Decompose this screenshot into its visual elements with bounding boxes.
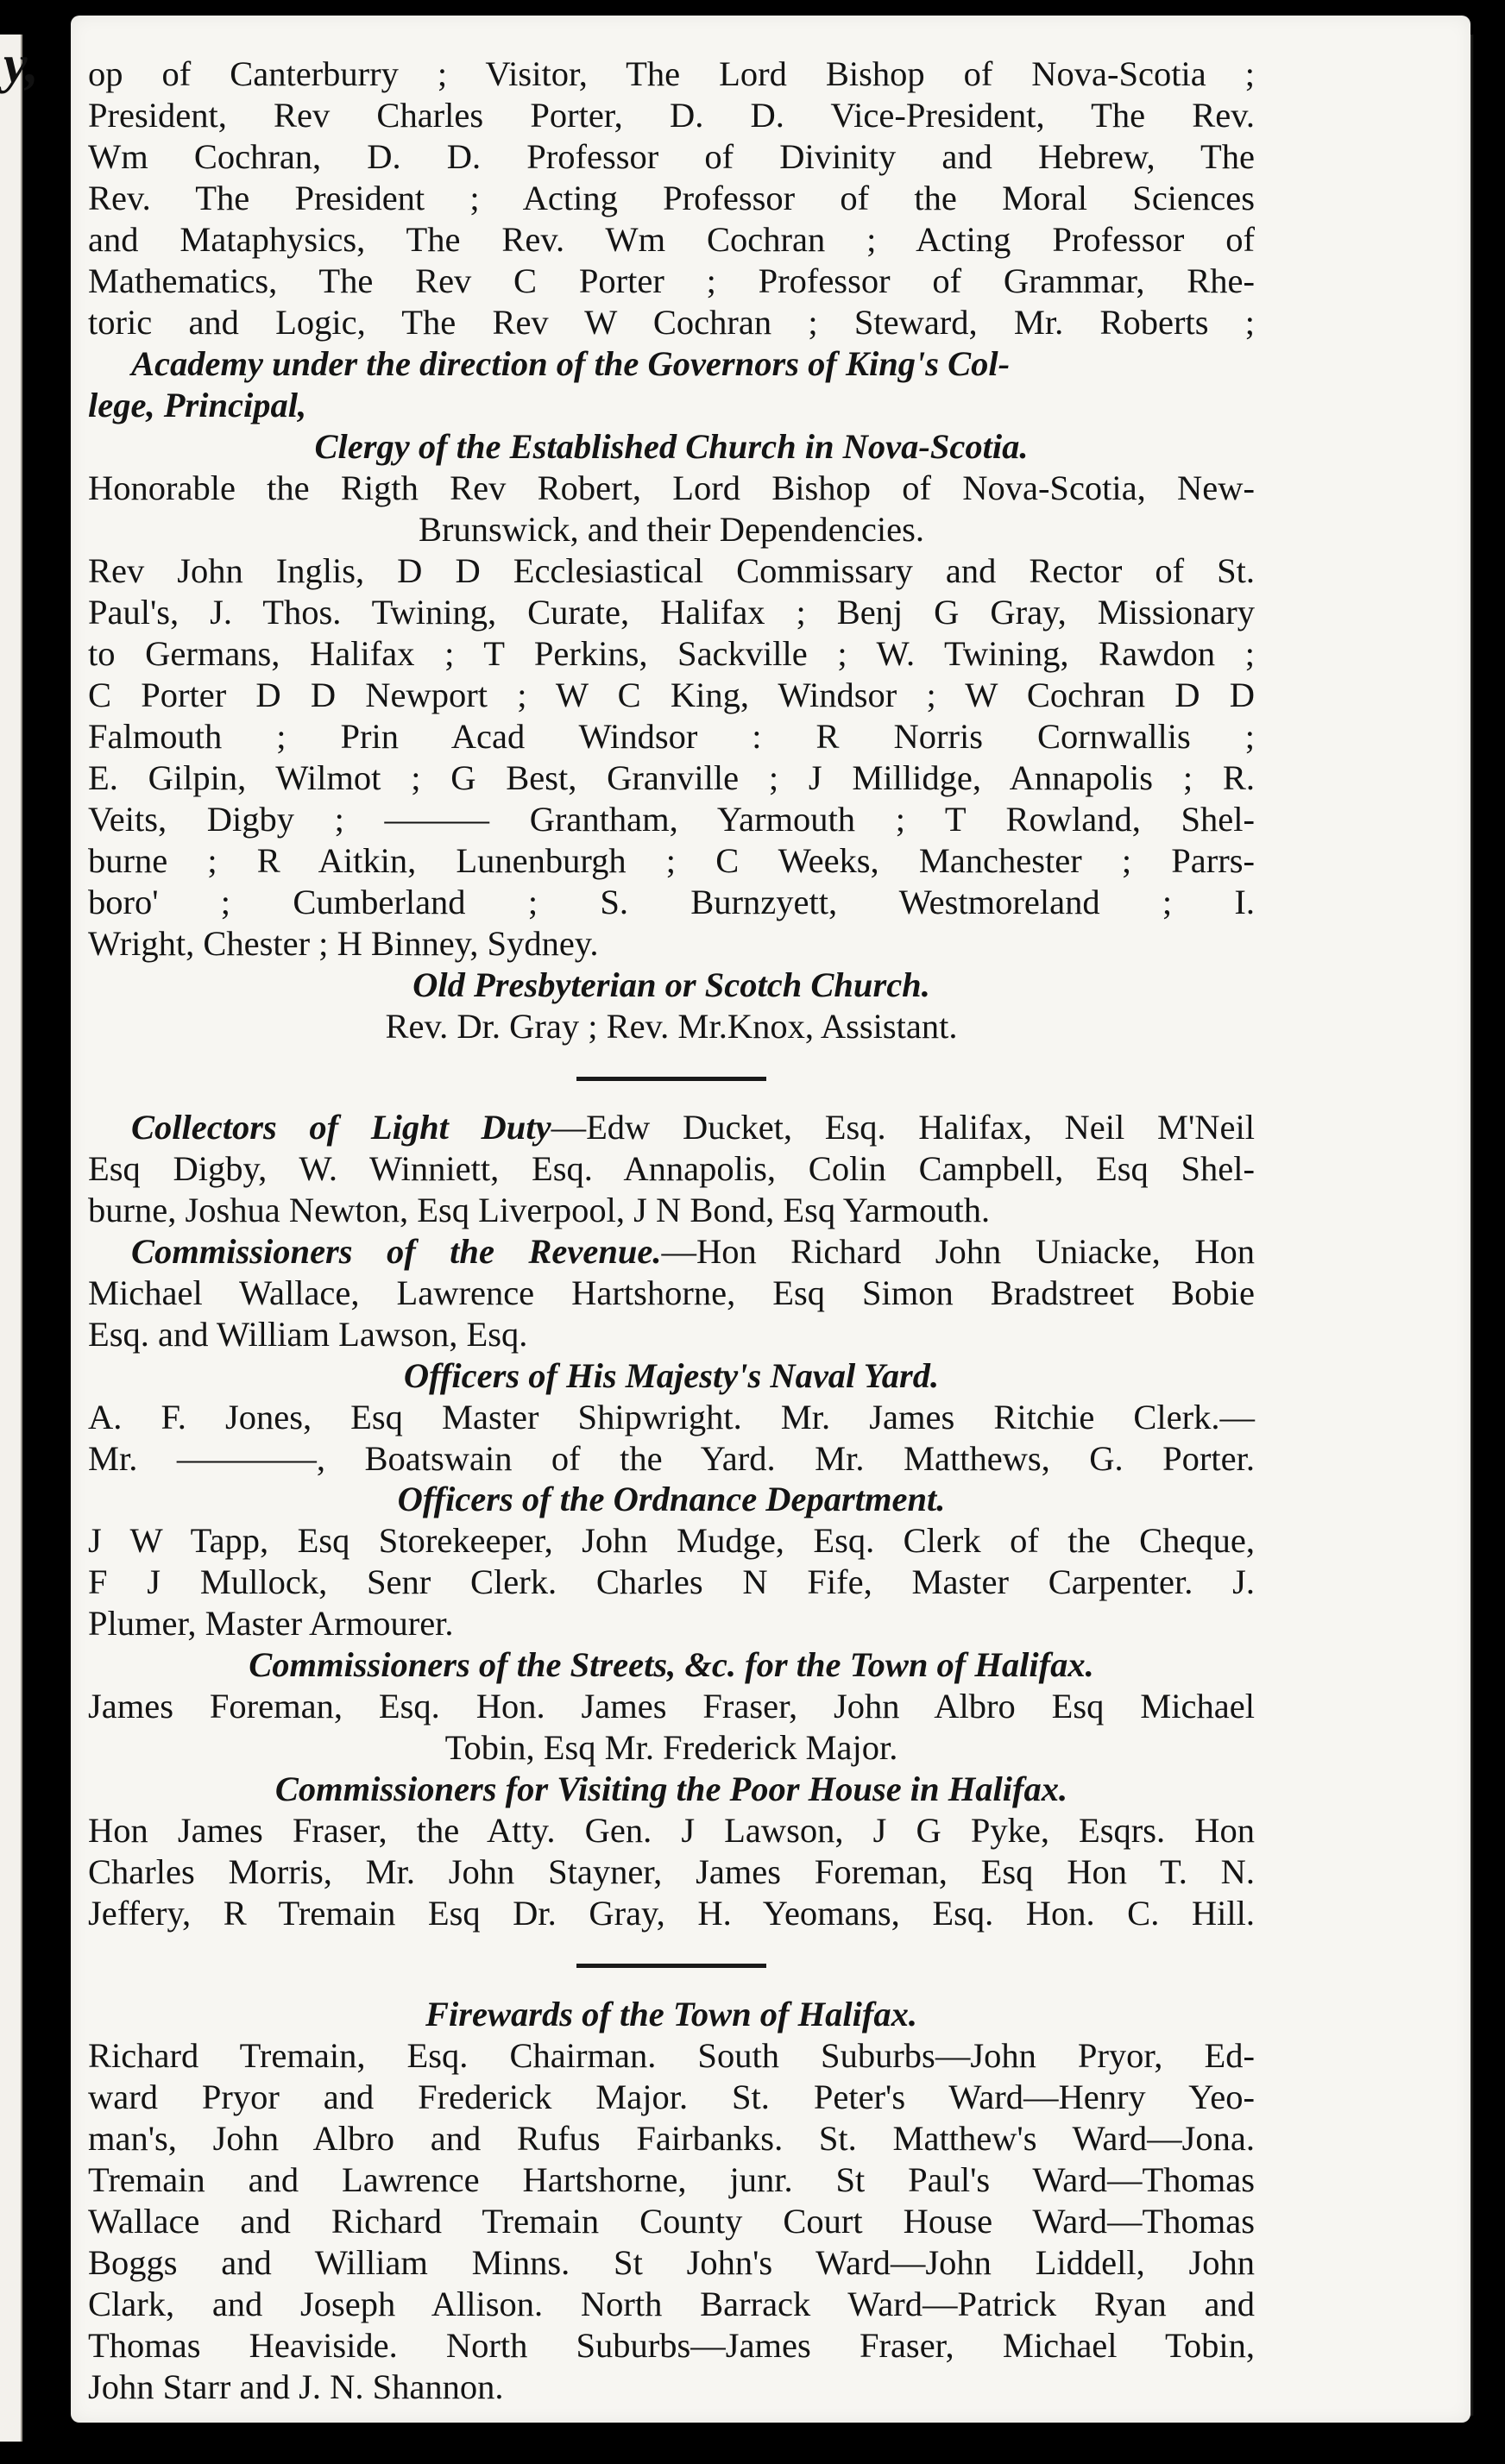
- text-line: Esq Digby, W. Winniett, Esq. Annapolis, Colin Campbell, Esq Shel-: [88, 1148, 1255, 1188]
- light-duty-line-1: Collectors of Light Duty—Edw Ducket, Esq. Halifax, Neil M'Neil: [131, 1107, 1255, 1147]
- text-line: Rev John Inglis, D D Ecclesiastical Commissary and Rector of St.: [88, 550, 1255, 590]
- text-line: ward Pryor and Frederick Major. St. Peter's Ward—Henry Yeo-: [88, 2077, 1255, 2117]
- text-line: Mathematics, The Rev C Porter ; Professor of Grammar, Rhe-: [88, 261, 1255, 300]
- text-line: to Germans, Halifax ; T Perkins, Sackville ; W. Twining, Rawdon ;: [88, 633, 1255, 673]
- text-line: man's, John Albro and Rufus Fairbanks. St. Matthew's Ward—Jona.: [88, 2119, 1255, 2159]
- previous-page-mark: y,: [3, 35, 39, 94]
- college-officers: [88, 53, 1255, 343]
- text-line: Charles Morris, Mr. John Stayner, James Foreman, Esq Hon T. N.: [88, 1852, 1255, 1892]
- text-line: and Mataphysics, The Rev. Wm Cochran ; Acting Professor of: [88, 219, 1255, 259]
- text-line: Veits, Digby ; ——— Grantham, Yarmouth ; T Rowland, Shel-: [88, 799, 1255, 839]
- text-line: Wallace and Richard Tremain County Court House Ward—Thomas: [88, 2202, 1255, 2241]
- previous-page-edge: [0, 35, 22, 2442]
- text-line: boro' ; Cumberland ; S. Burnzyett, Westmoreland ; I.: [88, 882, 1255, 921]
- poor-house-block: [88, 1810, 1255, 1934]
- section-divider: [576, 1077, 766, 1081]
- text-line: J W Tapp, Esq Storekeeper, John Mudge, Esq. Clerk of the Cheque,: [88, 1521, 1255, 1561]
- text-line: Boggs and William Minns. St John's Ward—John Liddell, John: [88, 2243, 1255, 2283]
- light-duty-heading: Collectors of Light Duty: [131, 1107, 551, 1147]
- presbyterian-line: Rev. Dr. Gray ; Rev. Mr.Knox, Assistant.: [385, 1006, 958, 1046]
- text-line: burne, Joshua Newton, Esq Liverpool, J N Bond, Esq Yarmouth.: [88, 1190, 991, 1229]
- text-line: President, Rev Charles Porter, D. D. Vice-President, The Rev.: [88, 95, 1255, 135]
- text-line: C Porter D D Newport ; W C King, Windsor ; W Cochran D D: [88, 675, 1255, 714]
- text-line: Wm Cochran, D. D. Professor of Divinity and Hebrew, The: [88, 136, 1255, 176]
- streets-line-2: Tobin, Esq Mr. Frederick Major.: [444, 1728, 898, 1768]
- text-line: F J Mullock, Senr Clerk. Charles N Fife, Master Carpenter. J.: [88, 1562, 1255, 1602]
- text-line: op of Canterburry ; Visitor, The Lord Bishop of Nova-Scotia ;: [88, 54, 1255, 93]
- text-line: Hon James Fraser, the Atty. Gen. J Lawson, J G Pyke, Esqrs. Hon: [88, 1811, 1255, 1851]
- naval-yard-block: [88, 1397, 1255, 1480]
- text-line: John Starr and J. N. Shannon.: [88, 2367, 504, 2407]
- streets-heading: Commissioners of the Streets, &c. for the Town of Halifax.: [249, 1645, 1094, 1685]
- academy-line-2: lege, Principal,: [88, 385, 307, 424]
- text-line: Esq. and William Lawson, Esq.: [88, 1314, 528, 1354]
- streets-line-1: James Foreman, Esq. Hon. James Fraser, John Albro Esq Michael: [88, 1687, 1255, 1726]
- firewards-block: [88, 2035, 1255, 2408]
- text-line: A. F. Jones, Esq Master Shipwright. Mr. James Ritchie Clerk.—: [88, 1397, 1255, 1436]
- text-line: Wright, Chester ; H Binney, Sydney.: [88, 923, 599, 963]
- clergy-heading: Clergy of the Established Church in Nova-Scotia.: [314, 426, 1029, 466]
- bishop-line-2: Brunswick, and their Dependencies.: [419, 509, 924, 549]
- text-line: Jeffery, R Tremain Esq Dr. Gray, H. Yeomans, Esq. Hon. C. Hill.: [88, 1894, 1255, 1933]
- revenue-block: [88, 1231, 1255, 1355]
- ordnance-heading: Officers of the Ordnance Department.: [397, 1480, 946, 1519]
- text-line: Plumer, Master Armourer.: [88, 1604, 454, 1644]
- text-line: Michael Wallace, Lawrence Hartshorne, Esq Simon Bradstreet Bobie: [88, 1273, 1255, 1312]
- text-line: Rev. The President ; Acting Professor of the Moral Sciences: [88, 178, 1255, 217]
- text-line: Paul's, J. Thos. Twining, Curate, Halifax ; Benj G Gray, Missionary: [88, 592, 1255, 632]
- presbyterian-heading: Old Presbyterian or Scotch Church.: [412, 965, 930, 1004]
- text-line: burne ; R Aitkin, Lunenburgh ; C Weeks, Manchester ; Parrs-: [88, 840, 1255, 880]
- text-line: E. Gilpin, Wilmot ; G Best, Granville ; J Millidge, Annapolis ; R.: [88, 757, 1255, 797]
- revenue-line-1: Commissioners of the Revenue.—Hon Richard John Uniacke, Hon: [131, 1231, 1255, 1271]
- text-line: Tremain and Lawrence Hartshorne, junr. St Paul's Ward—Thomas: [88, 2160, 1255, 2200]
- firewards-heading: Firewards of the Town of Halifax.: [425, 1995, 918, 2034]
- page-text: [88, 53, 1255, 2408]
- section-divider: [576, 1964, 766, 1968]
- academy-line-1: Academy under the direction of the Governors of King's Col-: [131, 343, 1011, 383]
- light-duty-block: [88, 1107, 1255, 1231]
- revenue-heading: Commissioners of the Revenue.: [131, 1231, 662, 1271]
- text-line: Mr. ————, Boatswain of the Yard. Mr. Matthews, G. Porter.: [88, 1438, 1255, 1478]
- ordnance-block: [88, 1520, 1255, 1644]
- naval-yard-heading: Officers of His Majesty's Naval Yard.: [403, 1355, 940, 1395]
- text-line: Falmouth ; Prin Acad Windsor : R Norris Cornwallis ;: [88, 716, 1255, 756]
- text-line: Thomas Heaviside. North Suburbs—James Fraser, Michael Tobin,: [88, 2326, 1255, 2366]
- poor-house-heading: Commissioners for Visiting the Poor House in Halifax.: [274, 1769, 1068, 1809]
- bishop-line-1: Honorable the Rigth Rev Robert, Lord Bishop of Nova-Scotia, New-: [88, 468, 1255, 507]
- text-line: toric and Logic, The Rev W Cochran ; Steward, Mr. Roberts ;: [88, 302, 1255, 342]
- clergy-list: [88, 550, 1255, 965]
- text-line: Clark, and Joseph Allison. North Barrack Ward—Patrick Ryan and: [88, 2285, 1255, 2324]
- text-line: Richard Tremain, Esq. Chairman. South Suburbs—John Pryor, Ed-: [88, 2036, 1255, 2076]
